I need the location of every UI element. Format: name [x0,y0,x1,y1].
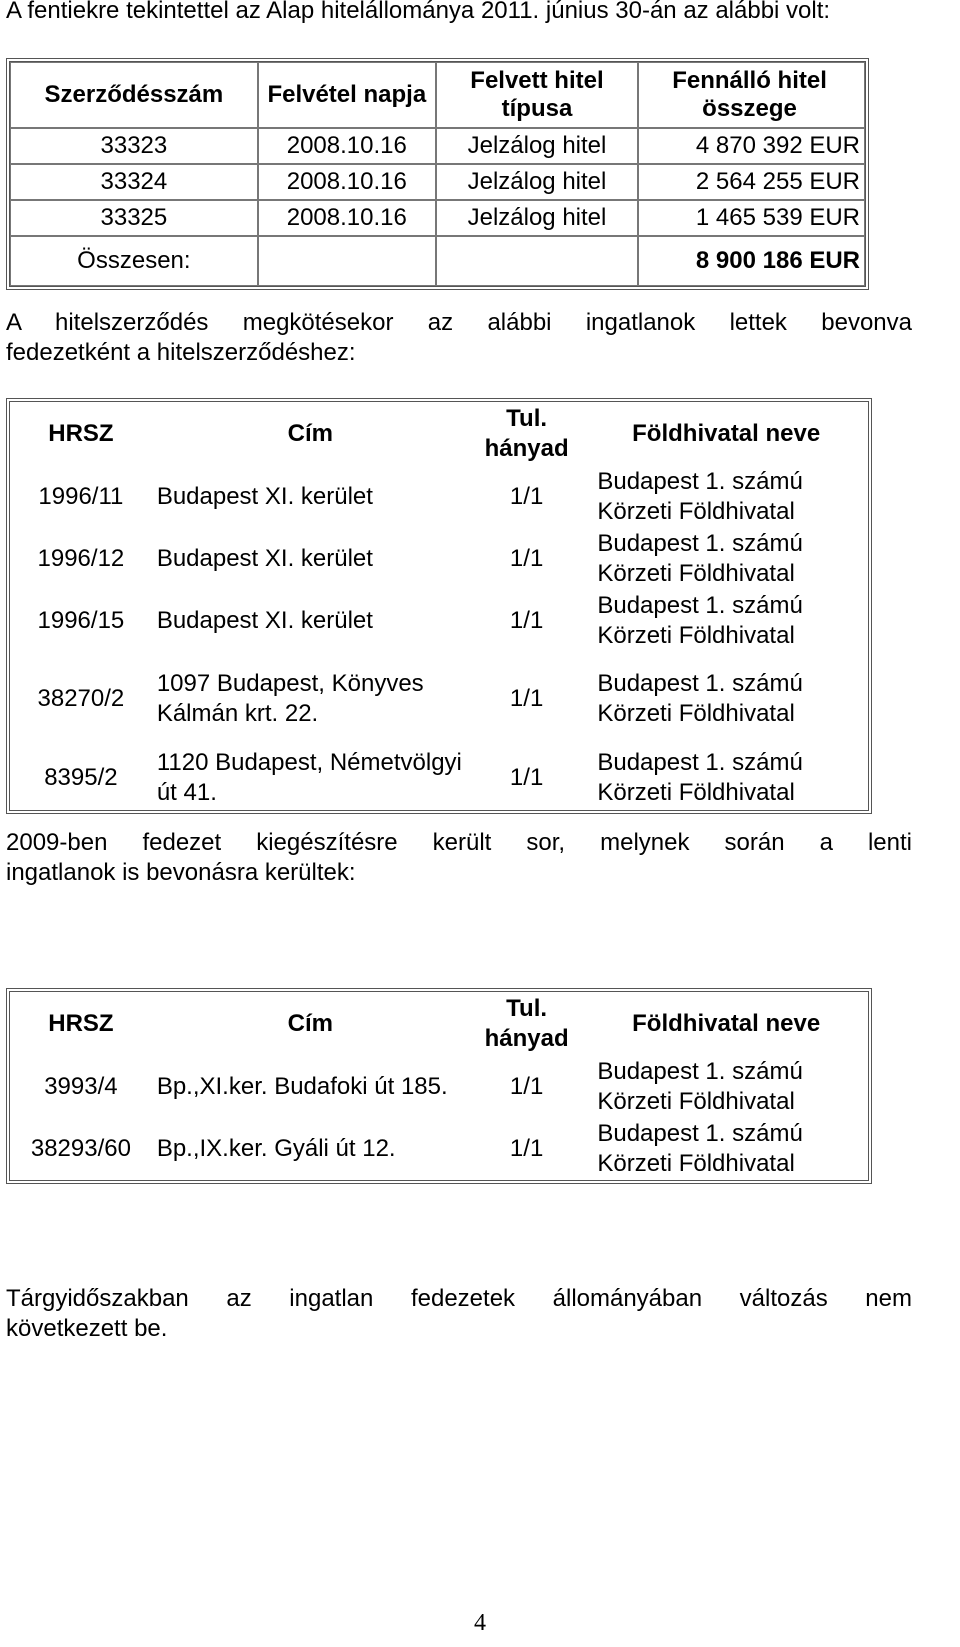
address: Budapest XI. kerület [152,466,469,528]
hrsz: 1996/15 [10,590,152,652]
col-header-share: Tul. hányad [469,992,584,1056]
loan-date: 2008.10.16 [258,200,436,236]
address: Budapest XI. kerület [152,590,469,652]
hrsz: 1996/11 [10,466,152,528]
hrsz: 8395/2 [10,746,152,810]
ownership-share: 1/1 [469,590,584,652]
paragraph-line: ingatlanok is bevonásra kerültek: [6,859,356,886]
paragraph-line: Tárgyidőszakban az ingatlan fedezetek állományában változás nem [6,1285,912,1312]
col-header-amount: Fennálló hitel összege [638,62,865,128]
land-office: Budapest 1. számú Körzeti Földhivatal [584,1056,868,1118]
table-row [10,652,868,746]
land-office: Budapest 1. számú Körzeti Földhivatal [584,590,868,652]
loan-amount: 1 465 539 EUR [638,200,865,236]
address: Bp.,XI.ker. Budafoki út 185. [152,1056,469,1118]
table-row [10,164,865,200]
hrsz: 38270/2 [10,652,152,746]
col-header-contract: Szerződésszám [10,62,258,128]
col-header-office: Földhivatal neve [584,402,868,466]
col-header-address: Cím [152,402,469,466]
paragraph-line: A hitelszerződés megkötésekor az alábbi ingatlanok lettek bevonva [6,309,912,336]
table-row [10,200,865,236]
table-row [10,590,868,652]
col-header-address: Cím [152,992,469,1056]
ownership-share: 1/1 [469,746,584,810]
ownership-share: 1/1 [469,1118,584,1180]
table-row [10,466,868,528]
address: 1097 Budapest, Könyves Kálmán krt. 22. [152,652,469,746]
mortgage-paragraph [6,308,912,368]
contract-number: 33325 [10,200,258,236]
col-header-type: Felvett hitel típusa [436,62,638,128]
total-row [10,236,865,286]
address: Budapest XI. kerület [152,528,469,590]
hrsz: 3993/4 [10,1056,152,1118]
loan-type: Jelzálog hitel [436,164,638,200]
land-office: Budapest 1. számú Körzeti Földhivatal [584,1118,868,1180]
loan-type: Jelzálog hitel [436,128,638,164]
hrsz: 38293/60 [10,1118,152,1180]
empty-cell [258,236,436,286]
extension-paragraph [6,828,912,888]
property-table-2 [6,988,872,1184]
ownership-share: 1/1 [469,466,584,528]
table-row [10,1056,868,1118]
contract-number: 33324 [10,164,258,200]
table-row [10,128,865,164]
loan-date: 2008.10.16 [258,128,436,164]
land-office: Budapest 1. számú Körzeti Földhivatal [584,652,868,746]
loan-amount: 2 564 255 EUR [638,164,865,200]
empty-cell [436,236,638,286]
no-change-paragraph [6,1284,912,1344]
col-header-office: Földhivatal neve [584,992,868,1056]
land-office: Budapest 1. számú Körzeti Földhivatal [584,528,868,590]
total-value: 8 900 186 EUR [638,236,865,286]
table-row [10,528,868,590]
paragraph-line: fedezetként a hitelszerződéshez: [6,339,356,366]
ownership-share: 1/1 [469,528,584,590]
property-table-1 [6,398,872,814]
loan-type: Jelzálog hitel [436,200,638,236]
loan-table [6,58,869,290]
table-row [10,1118,868,1180]
col-header-hrsz: HRSZ [10,402,152,466]
land-office: Budapest 1. számú Körzeti Földhivatal [584,466,868,528]
intro-text: A fentiekre tekintettel az Alap hitelállománya 2011. június 30-án az alábbi volt: [6,0,831,24]
col-header-share: Tul. hányad [469,402,584,466]
ownership-share: 1/1 [469,1056,584,1118]
paragraph-line: következett be. [6,1315,168,1342]
address: Bp.,IX.ker. Gyáli út 12. [152,1118,469,1180]
loan-date: 2008.10.16 [258,164,436,200]
page-number: 4 [474,1610,486,1636]
table-row [10,746,868,810]
loan-amount: 4 870 392 EUR [638,128,865,164]
ownership-share: 1/1 [469,652,584,746]
contract-number: 33323 [10,128,258,164]
paragraph-line: 2009-ben fedezet kiegészítésre került sor, melynek során a lenti [6,829,912,856]
hrsz: 1996/12 [10,528,152,590]
col-header-hrsz: HRSZ [10,992,152,1056]
col-header-date: Felvétel napja [258,62,436,128]
address: 1120 Budapest, Németvölgyi út 41. [152,746,469,810]
land-office: Budapest 1. számú Körzeti Földhivatal [584,746,868,810]
total-label: Összesen: [10,236,258,286]
